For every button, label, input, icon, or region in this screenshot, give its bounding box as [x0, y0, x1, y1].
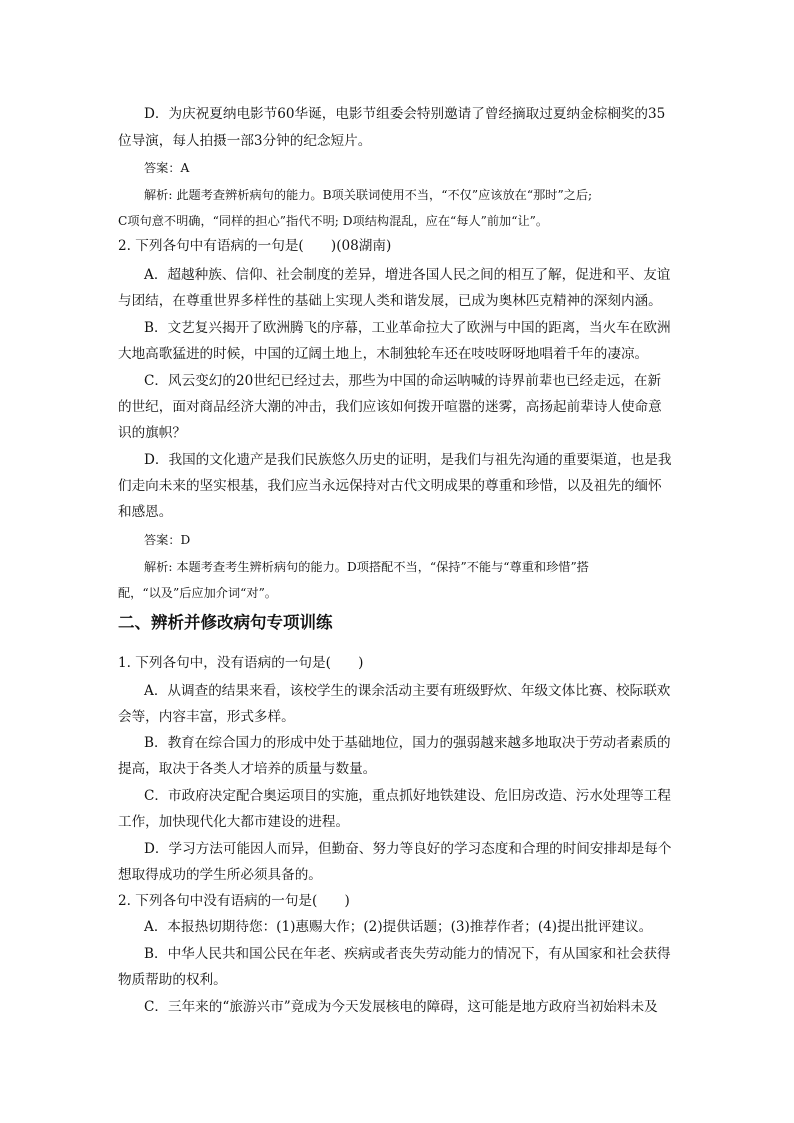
s2-q1-option-c-line-1: C．市政府决定配合奥运项目的实施，重点抓好地铁建设、危旧房改造、污水处理等工程 [144, 788, 671, 804]
analysis-1-line-2: C项句意不明确，“同样的担心”指代不明; D项结构混乱，应在“每人”前加“让”。 [118, 214, 549, 228]
question-2: 2. 下列各句中有语病的一句是( )(08湖南) [118, 238, 392, 254]
q2-option-a-line-2: 与团结，在尊重世界多样性的基础上实现人类和谐发展，已成为奥林匹克精神的深刻内涵。 [118, 293, 662, 309]
analysis-1-line-1: 解析: 此题考查辨析病句的能力。B项关联词使用不当，“不仅”应该放在“那时”之后; [144, 188, 593, 202]
s2-q1-option-b-line-1: B．教育在综合国力的形成中处于基础地位，国力的强弱越来越多地取决于劳动者素质的 [144, 735, 671, 751]
section-heading: 二、辨析并修改病句专项训练 [118, 613, 333, 632]
q2-option-d-line-1: D．我国的文化遗产是我们民族悠久历史的证明，是我们与祖先沟通的重要渠道，也是我 [144, 452, 672, 468]
s2-q1-option-a-line-1: A．从调查的结果来看，该校学生的课余活动主要有班级野炊、年级文体比赛、校际联欢 [144, 683, 671, 699]
s2-q1-option-d-line-1: D．学习方法可能因人而异，但勤奋、努力等良好的学习态度和合理的时间安排却是每个 [144, 841, 672, 857]
answer-1: 答案：A [144, 161, 190, 175]
option-d-line-2: 位导演，每人拍摄一部3分钟的纪念短片。 [118, 133, 372, 149]
q2-option-c-line-1: C．风云变幻的20世纪已经过去，那些为中国的命运呐喊的诗界前辈也已经走远，在新 [144, 373, 662, 389]
q2-option-a-line-1: A．超越种族、信仰、社会制度的差异，增进各国人民之间的相互了解，促进和平、友谊 [144, 267, 671, 283]
q2-option-d-line-3: 和感恩。 [118, 504, 173, 520]
q2-option-b-line-2: 大地高歌猛进的时候，中国的辽阔土地上，木制独轮车还在吱吱呀呀地唱着千年的凄凉。 [118, 346, 649, 362]
option-d-line-1: D．为庆祝夏纳电影节60华诞，电影节组委会特别邀请了曾经摘取过夏纳金棕榈奖的35 [144, 106, 666, 122]
q2-option-c-line-2: 的世纪，面对商品经济大潮的冲击，我们应该如何拨开喧嚣的迷雾，高扬起前辈诗人使命意 [118, 399, 662, 415]
q2-option-b-line-1: B．文艺复兴揭开了欧洲腾飞的序幕，工业革命拉大了欧洲与中国的距离，当火车在欧洲 [144, 320, 671, 336]
s2-q1-option-d-line-2: 想取得成功的学生所必须具备的。 [118, 867, 322, 883]
s2-q1-option-b-line-2: 提高，取决于各类人才培养的质量与数量。 [118, 761, 377, 777]
s2-q1-option-a-line-2: 会等，内容丰富，形式多样。 [118, 709, 295, 725]
q2-option-c-line-3: 识的旗帜？ [118, 425, 186, 441]
q2-option-d-line-2: 们走向未来的坚实根基，我们应当永远保持对古代文明成果的尊重和珍惜，以及祖先的缅怀 [118, 478, 662, 494]
s2-q2-option-c-line-1: C．三年来的“旅游兴市”竟成为今天发展核电的障碍，这可能是地方政府当初始料未及 [144, 999, 658, 1015]
s2-question-1: 1. 下列各句中，没有语病的一句是( ) [118, 655, 364, 671]
s2-q2-option-a: A．本报热切期待您：(1)惠赐大作；(2)提供话题；(3)推荐作者；(4)提出批评建议。 [144, 919, 653, 935]
s2-q2-option-b-line-2: 物质帮助的权利。 [118, 972, 227, 988]
answer-2: 答案：D [144, 533, 191, 547]
s2-q2-option-b-line-1: B．中华人民共和国公民在年老、疾病或者丧失劳动能力的情况下，有从国家和社会获得 [144, 946, 671, 962]
s2-q1-option-c-line-2: 工作，加快现代化大都市建设的进程。 [118, 814, 350, 830]
analysis-2-line-1: 解析: 本题考查考生辨析病句的能力。D项搭配不当，“保持”不能与“尊重和珍惜”搭 [144, 560, 589, 574]
analysis-2-line-2: 配，“以及”后应加介词“对”。 [118, 586, 277, 600]
s2-question-2: 2. 下列各句中没有语病的一句是( ) [118, 893, 350, 909]
